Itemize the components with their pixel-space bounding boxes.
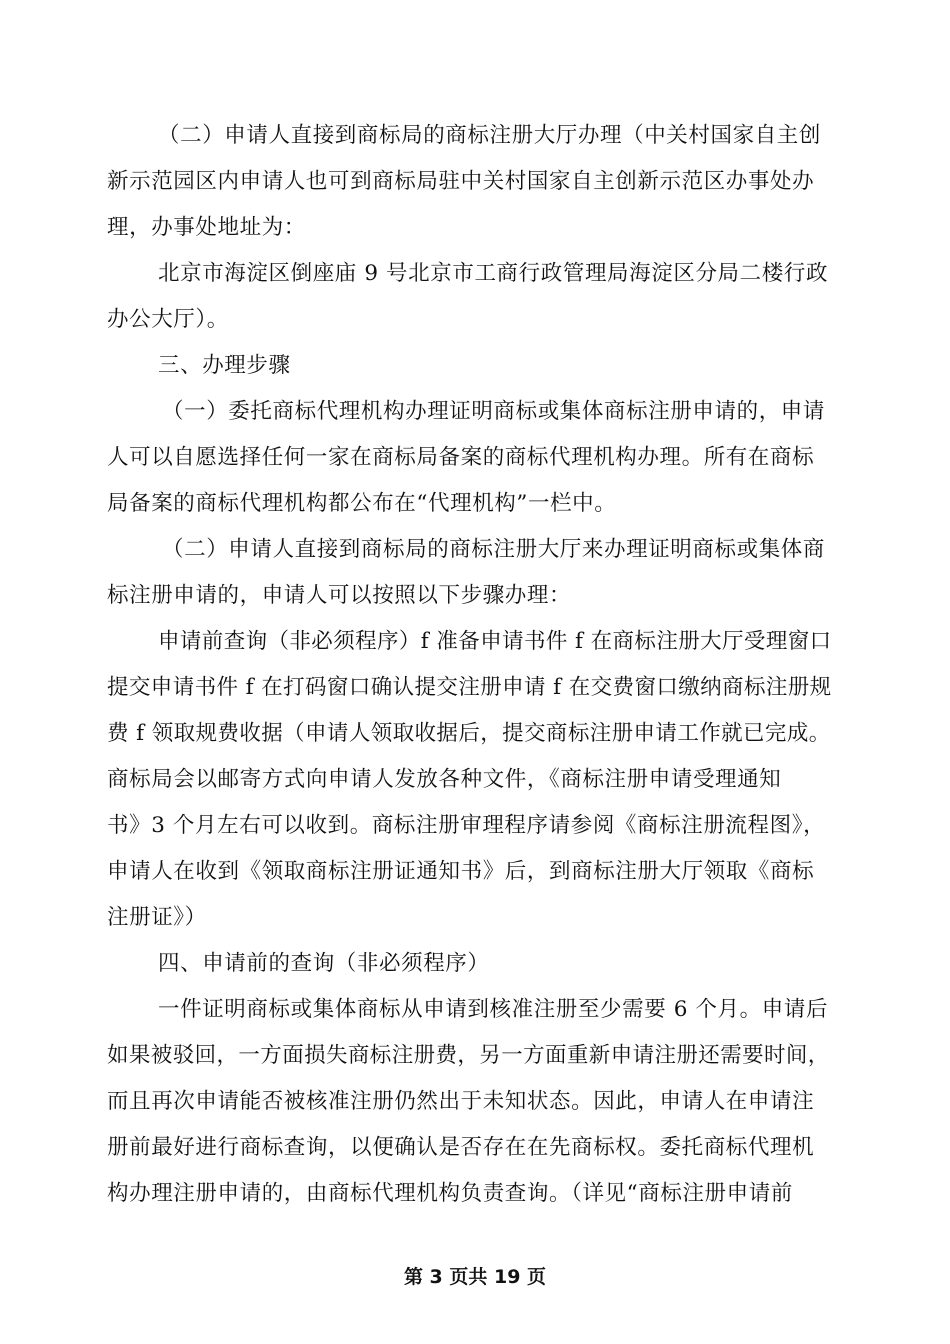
text-line: 办公大厅）。 — [107, 307, 229, 332]
section-heading-pre-search — [107, 941, 832, 987]
heading-line: 三、办理步骤 — [158, 353, 291, 378]
text-line: （一）委托商标代理机构办理证明商标或集体商标注册申请的，申请 — [162, 399, 826, 424]
text-line: 人可以自愿选择任何一家在商标局备案的商标代理机构办理。所有在商标 — [107, 445, 815, 470]
text-line: 理，办事处地址为： — [107, 215, 306, 240]
page-number-footer: 第 3 页共 19 页 — [403, 1266, 547, 1288]
text-line: 标注册申请的，申请人可以按照以下步骤办理： — [107, 583, 572, 608]
text-line: 构办理注册申请的，由商标代理机构负责查询。（详见“商标注册申请前 — [107, 1181, 793, 1206]
text-line: 新示范园区内申请人也可到商标局驻中关村国家自主创新示范区办事处办 — [107, 169, 815, 194]
text-line: 注册证》） — [107, 905, 207, 930]
heading-line: 四、申请前的查询（非必须程序） — [158, 951, 490, 976]
paragraph-agency — [107, 389, 832, 527]
text-line: 费 f 领取规费收据（申请人领取收据后，提交商标注册申请工作就已完成。 — [107, 721, 831, 746]
text-line: 申请前查询（非必须程序）f 准备申请书件 f 在商标注册大厅受理窗口 — [158, 629, 832, 654]
text-line: 书》3 个月左右可以收到。商标注册审理程序请参阅《商标注册流程图》， — [107, 813, 826, 838]
text-line: 如果被驳回，一方面损失商标注册费，另一方面重新申请注册还需要时间， — [107, 1043, 830, 1068]
text-line: 北京市海淀区倒座庙 9 号北京市工商行政管理局海淀区分局二楼行政 — [158, 261, 829, 286]
text-line: 册前最好进行商标查询，以便确认是否存在在先商标权。委托商标代理机 — [107, 1135, 815, 1160]
paragraph-application-hall — [107, 113, 832, 251]
text-line: 一件证明商标或集体商标从申请到核准注册至少需要 6 个月。申请后 — [158, 997, 829, 1022]
document-body — [107, 113, 832, 1217]
text-line: （二）申请人直接到商标局的商标注册大厅办理（中关村国家自主创 — [158, 123, 822, 148]
text-line: 申请人在收到《领取商标注册证通知书》后，到商标注册大厅领取《商标 — [107, 859, 815, 884]
text-line: 局备案的商标代理机构都公布在“代理机构”一栏中。 — [107, 491, 617, 516]
text-line: 而且再次申请能否被核准注册仍然出于未知状态。因此，申请人在申请注 — [107, 1089, 815, 1114]
paragraph-steps — [107, 619, 832, 941]
text-line: 商标局会以邮寄方式向申请人发放各种文件，《商标注册申请受理通知 — [107, 767, 782, 792]
paragraph-direct-application — [107, 527, 832, 619]
text-line: 提交申请书件 f 在打码窗口确认提交注册申请 f 在交费窗口缴纳商标注册规 — [107, 675, 832, 700]
paragraph-pre-search — [107, 987, 832, 1217]
text-line: （二）申请人直接到商标局的商标注册大厅来办理证明商标或集体商 — [162, 537, 826, 562]
section-heading-procedure — [107, 343, 832, 389]
paragraph-office-address — [107, 251, 832, 343]
